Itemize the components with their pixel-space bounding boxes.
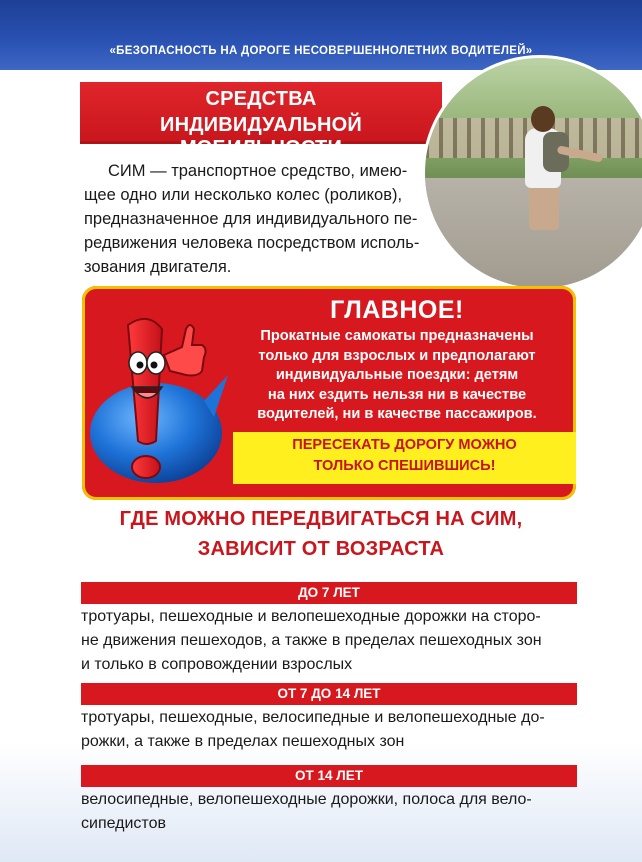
age-text-line: рожки, а также в пределах пешеходных зон bbox=[81, 733, 405, 750]
intro-line: СИМ — транспортное средство, имею- bbox=[108, 162, 408, 180]
age-text-line: сипедистов bbox=[81, 815, 166, 832]
main-body-line: Прокатные самокаты предназначены bbox=[260, 328, 534, 344]
age-text-line: тротуары, пешеходные и велопешеходные дорожки на сторо- bbox=[81, 608, 541, 625]
main-body-line: только для взрослых и предполагают bbox=[258, 347, 536, 364]
exclamation-mark-mascot bbox=[86, 305, 236, 495]
header-title: «БЕЗОПАСНОСТЬ НА ДОРОГЕ НЕСОВЕРШЕННОЛЕТНИХ ВОДИТЕЛЕЙ» bbox=[109, 45, 533, 57]
section-heading-line-2: ЗАВИСИТ ОТ ВОЗРАСТА bbox=[197, 538, 445, 560]
age-bar-over-14: ОТ 14 ЛЕТ bbox=[81, 765, 577, 787]
age-text-under-7 bbox=[81, 605, 579, 677]
exclamation-dot bbox=[132, 456, 160, 478]
main-body-line: водителей, ни в качестве пассажиров. bbox=[257, 406, 537, 422]
age-bar-7-14: ОТ 7 ДО 14 ЛЕТ bbox=[81, 683, 577, 705]
mascot-pupil-right bbox=[151, 362, 158, 369]
main-heading: ГЛАВНОЕ! bbox=[330, 296, 464, 324]
photo-kid-head bbox=[531, 106, 555, 132]
age-text-line: велосипедные, велопешеходные дорожки, полоса для вело- bbox=[81, 791, 532, 808]
photo-kid-legs bbox=[529, 186, 559, 230]
main-body-line: на них ездить нельзя ни в качестве bbox=[267, 386, 527, 403]
intro-line: зования двигателя. bbox=[84, 258, 232, 276]
main-body-line: индивидуальные поездки: детям bbox=[275, 367, 519, 383]
age-text-over-14 bbox=[81, 788, 579, 836]
title-line-1: СРЕДСТВА bbox=[205, 88, 317, 110]
age-text-line: и только в сопровождении взрослых bbox=[81, 656, 353, 673]
intro-line: щее одно или несколько колес (роликов), bbox=[84, 186, 403, 204]
section-heading-line-1: ГДЕ МОЖНО ПЕРЕДВИГАТЬСЯ НА СИМ, bbox=[119, 508, 523, 530]
mascot-pupil-left bbox=[137, 362, 144, 369]
age-bar-under-7: ДО 7 ЛЕТ bbox=[81, 582, 577, 604]
intro-paragraph bbox=[84, 159, 434, 279]
thumbs-up-hand-icon bbox=[164, 325, 206, 376]
age-text-line: тротуары, пешеходные, велосипедные и велопешеходные до- bbox=[81, 709, 545, 726]
child-on-rollerblades-photo bbox=[422, 55, 642, 291]
intro-line: редвижения человека посредством исполь- bbox=[84, 234, 420, 252]
title-banner bbox=[80, 82, 442, 159]
age-text-7-14 bbox=[81, 706, 579, 754]
intro-line: предназначенное для индивидуального пе- bbox=[84, 210, 418, 228]
title-line-2: ИНДИВИДУАЛЬНОЙ МОБИЛЬНОСТИ bbox=[160, 114, 362, 159]
age-text-line: не движения пешеходов, а также в пределах пешеходных зон bbox=[81, 632, 542, 649]
highlight-line-2: ТОЛЬКО СПЕШИВШИСЬ! bbox=[313, 458, 496, 474]
highlight-line-1: ПЕРЕСЕКАТЬ ДОРОГУ МОЖНО bbox=[292, 437, 517, 453]
main-body bbox=[232, 327, 562, 425]
highlight-band bbox=[233, 432, 576, 484]
